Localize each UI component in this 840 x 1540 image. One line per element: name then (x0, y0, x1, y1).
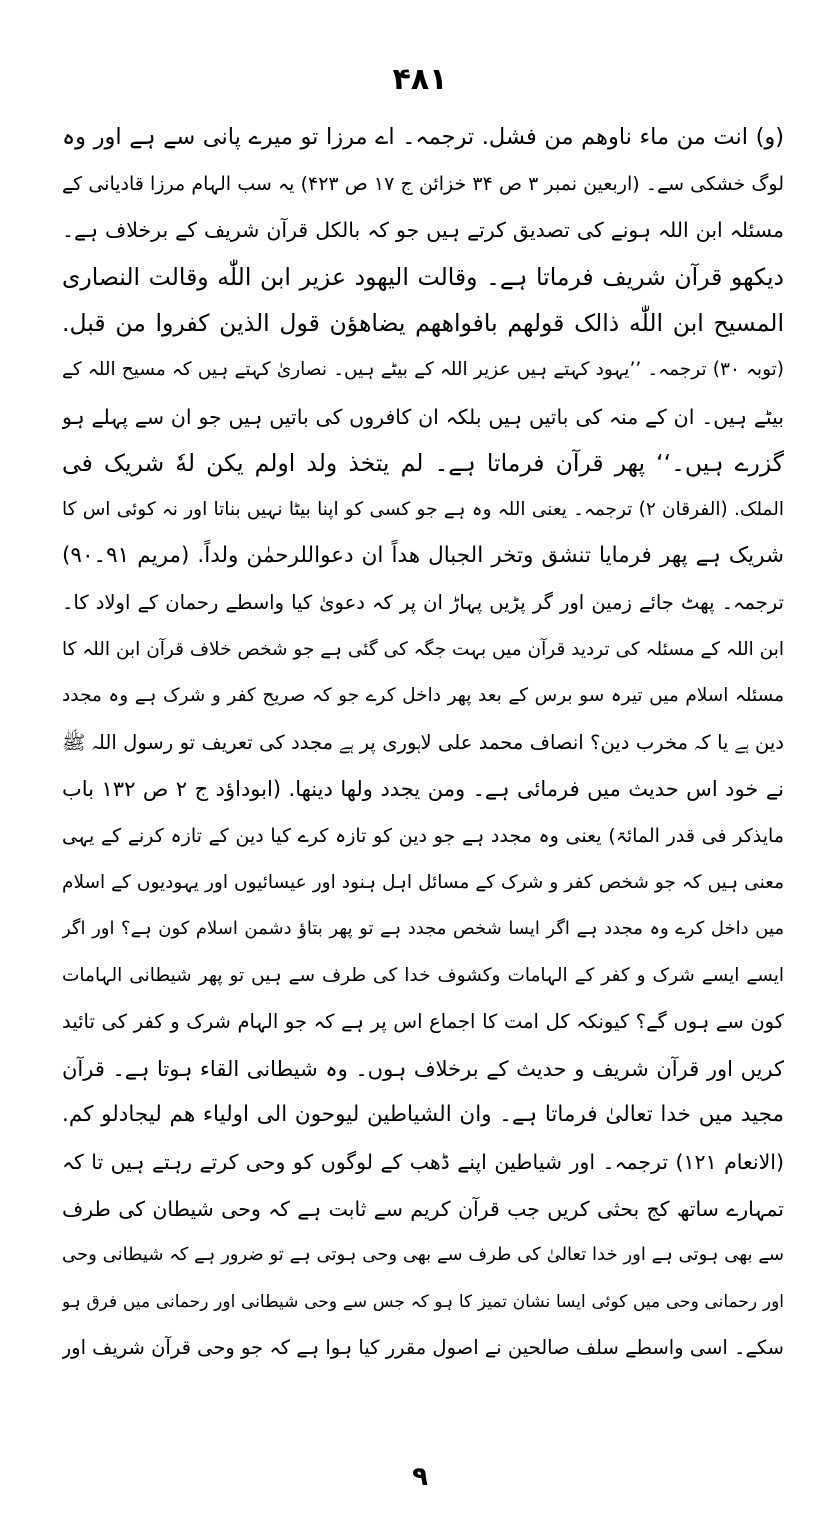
text-line: اور رحمانی وحی میں کوئی ایسا نشان تمیز کا ہو کہ جس سے وحی شیطانی اور رحمانی میں فرق ہو (62, 1291, 784, 1312)
text-line: تمہارے ساتھ کج بحثی کریں جب قرآن کریم سے ثابت ہے کہ وحی شیطان کی طرف (62, 1196, 784, 1221)
text-line: بیٹے ہیں۔ ان کے منہ کی باتیں ہیں بلکہ ان کافروں کی باتیں ہیں جو ان سے پہلے ہو (62, 404, 784, 429)
text-line: ایسے ایسے شرک و کفر کے الہامات وکشوف خدا کی طرف سے ہیں تو پھر شیطانی الہامات (62, 964, 784, 986)
text-line: کون سے ہوں گے؟ کیونکہ کل امت کا اجماع اس پر ہے کہ جو الہام شرک و کفر کی تائید (62, 1010, 784, 1034)
text-line: گزرے ہیں۔‘‘ پھر قرآن فرماتا ہے۔ لم یتخذ ولد اولم یکن لهٗ شریک فی (62, 449, 784, 478)
text-line: المسیح ابن اللّٰه ذالک قولهم بافواههم یضاهؤن قول الذین کفروا من قبل. (62, 309, 784, 338)
text-line: (الانعام ۱۲۱) ترجمہ۔ اور شیاطین اپنے ڈھب کے لوگوں کو وحی کرتے رہتے ہیں تا کہ (62, 1150, 784, 1175)
text-line: سے بھی ہوتی ہے اور خدا تعالیٰ کی طرف سے بھی وحی ہوتی ہے تو ضرور ہے کہ شیطانی وحی (62, 1244, 784, 1266)
text-line: (و) انت من ماء ناوهم من فشل. ترجمہ۔ اے مرزا تو میرے پانی سے ہے اور وہ (62, 124, 784, 150)
text-line: ابن اللہ کے مسئلہ کی تردید قرآن میں بہت جگہ کی گئی ہے جو شخص خلاف قرآن ابن اللہ کا (62, 638, 784, 660)
page-number: ۴۸۱ (392, 62, 448, 97)
text-line: لوگ خشکی سے۔ (اربعین نمبر ۳ ص ۳۴ خزائن ج ۱۷ ص ۴۲۳) یہ سب الہام مرزا قادیانی کے (62, 172, 784, 195)
text-line: مجید میں خدا تعالیٰ فرماتا ہے۔ وان الشیاطین لیوحون الی اولیاء هم لیجادلو کم. (62, 1102, 784, 1128)
text-line: مسئلہ اسلام میں تیرہ سو برس کے بعد پھر داخل کرے جو کہ صریح کفر و شرک ہے وہ مجدد (62, 685, 784, 707)
text-line: مسئلہ ابن اللہ ہونے کی تصدیق کرتے ہیں جو کہ بالکل قرآن شریف کے برخلاف ہے۔ (62, 218, 784, 243)
text-line: دین ہے یا کہ مخرب دین؟ انصاف محمد علی لاہوری پر ہے مجدد کی تعریف تو رسول اللہ ﷺ (62, 730, 784, 754)
text-line: دیکھو قرآن شریف فرماتا ہے۔ وقالت الیهود عزیر ابن اللّٰه وقالت النصاری (62, 262, 784, 291)
text-line: ترجمہ۔ پھٹ جائے زمین اور گر پڑیں پہاڑ ان پر کہ دعویٰ کیا واسطے رحمان کے اولاد کا۔ (62, 590, 784, 614)
text-line: شریک ہے پھر فرمایا تنشق وتخر الجبال هداً ان دعواللرحمٰن ولداً. (مریم ۹۱۔۹۰) (62, 543, 784, 569)
signature-mark: ۹ (412, 1462, 428, 1492)
text-line: الملک. (الفرقان ۲) ترجمہ۔ یعنی اللہ وہ ہے جو کسی کو اپنا بیٹا نہیں بناتا اور نہ کوئی اس کا (62, 498, 784, 520)
text-line: (توبہ ۳۰) ترجمہ۔ ’’یہود کہتے ہیں عزیر اللہ کے بیٹے ہیں۔ نصاریٰ کہتے ہیں کہ مسیح اللہ کے (62, 358, 784, 380)
text-line: میں داخل کرے وہ مجدد ہے اگر ایسا شخص مجدد ہے تو پھر بتاؤ دشمن اسلام کون ہے؟ اور اگر (62, 918, 784, 940)
text-line: سکے۔ اسی واسطے سلف صالحین نے اصول مقرر کیا ہوا ہے کہ جو وحی قرآن شریف اور (62, 1336, 784, 1360)
text-line: معنی ہیں کہ جو شخص کفر و شرک کے مسائل اہل ہنود اور عیسائیوں اور یہودیوں کے اسلام (62, 871, 784, 893)
text-line: نے خود اس حدیث میں فرمائی ہے۔ ومن یجدد ولها دینها. (ابوداؤد ج ۲ ص ۱۳۲ باب (62, 777, 784, 802)
text-body (62, 114, 784, 1372)
text-line: کریں اور قرآن شریف و حدیث کے برخلاف ہوں۔ وہ شیطانی القاء ہوتا ہے۔ قرآن (62, 1056, 784, 1081)
text-line: مایذکر فی قدر المائۃ) یعنی وہ مجدد ہے جو دین کو تازہ کرے کیا دین کے تازہ کرنے کے یہی (62, 824, 784, 847)
